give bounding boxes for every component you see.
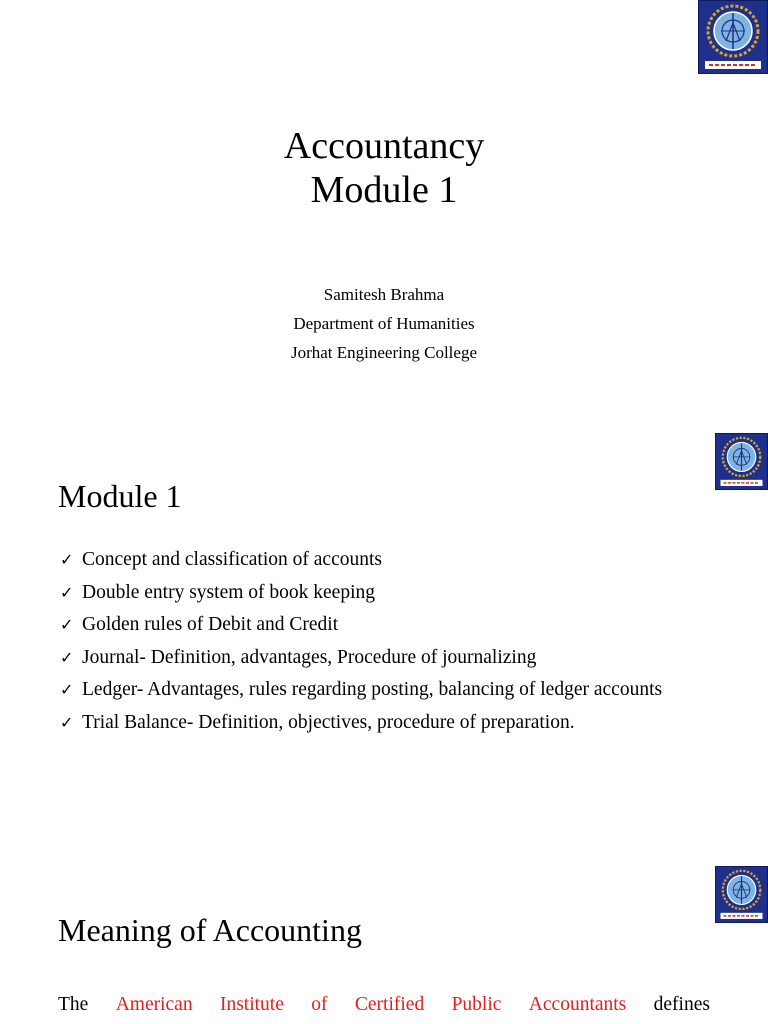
topic-list (60, 548, 700, 743)
paragraph-word: defines (653, 994, 710, 1015)
checkmark-icon: ✓ (60, 615, 74, 634)
list-item: ✓ Trial Balance- Definition, objectives, procedure of preparation. (60, 711, 575, 733)
checkmark-icon: ✓ (60, 647, 74, 667)
slide-title (0, 124, 768, 212)
meaning-slide (0, 840, 768, 1024)
slide-heading: Module 1 (58, 478, 182, 514)
title-slide (0, 0, 768, 420)
list-item: ✓ Concept and classification of accounts (60, 549, 382, 570)
author-name: Samitesh Brahma (323, 285, 445, 304)
college-name: Jorhat Engineering College (290, 343, 477, 362)
list-item: ✓ Double entry system of book keeping (60, 581, 375, 603)
highlighted-word: Certified (354, 994, 425, 1015)
college-emblem-icon (716, 867, 767, 922)
title-line-1: Accountancy (283, 125, 485, 167)
definition-paragraph (58, 992, 710, 1018)
college-logo (715, 866, 768, 923)
paragraph-word: The (58, 994, 89, 1015)
checkmark-icon: ✓ (60, 550, 74, 569)
module-outline-slide (0, 420, 768, 840)
title-line-2: Module 1 (310, 169, 458, 211)
slide-heading: Meaning of Accounting (58, 912, 362, 948)
college-emblem-icon (699, 1, 767, 73)
highlighted-word: of (311, 994, 328, 1015)
highlighted-word: American (115, 994, 193, 1015)
highlighted-word: Institute (219, 994, 284, 1015)
slide-subtitle (0, 280, 768, 367)
highlighted-word: Public (451, 994, 502, 1015)
checkmark-icon: ✓ (60, 680, 74, 699)
college-logo (715, 433, 768, 490)
list-item: ✓ Ledger- Advantages, rules regarding posting, balancing of ledger accounts (60, 679, 663, 700)
list-item: ✓ Golden rules of Debit and Credit (60, 614, 339, 635)
department-name: Department of Humanities (293, 314, 475, 333)
checkmark-icon: ✓ (60, 582, 74, 602)
college-emblem-icon (716, 434, 767, 489)
college-logo (698, 0, 768, 74)
checkmark-icon: ✓ (60, 712, 74, 732)
highlighted-word: Accountants (528, 994, 627, 1015)
list-item: ✓ Journal- Definition, advantages, Procedure of journalizing (60, 646, 537, 668)
